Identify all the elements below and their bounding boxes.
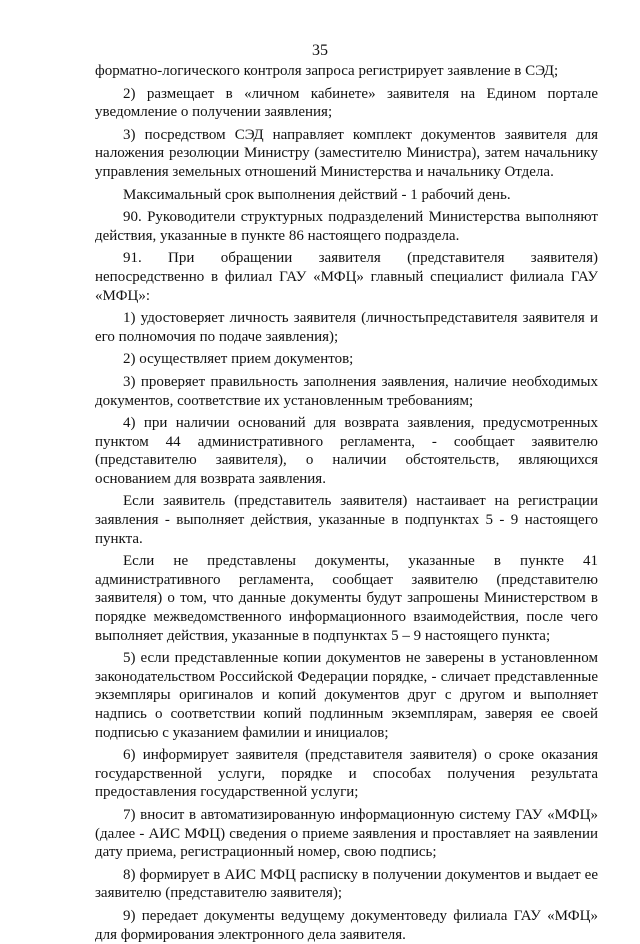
paragraph: 1) удостоверяет личность заявителя (личностьпредставителя заявителя и его полномочия по подаче заявления); <box>95 310 598 345</box>
paragraph: 7) вносит в автоматизированную информационную систему ГАУ «МФЦ» (далее - АИС МФЦ) сведения о приеме заявления и проставляет на заявлении дату приема, регистрационный номер, свою подпись; <box>95 806 598 861</box>
paragraph: 6) информирует заявителя (представителя заявителя) о сроке оказания государственной услуги, порядке и способах получения результата предоставления государственной услуги; <box>95 747 598 801</box>
paragraph: 90. Руководители структурных подразделений Министерства выполняют действия, указанные в пункте 86 настоящего подраздела. <box>95 209 598 244</box>
paragraph: 91. При обращении заявителя (представителя заявителя) непосредственно в филиал ГАУ «МФЦ» главный специалист филиала ГАУ «МФЦ»: <box>95 250 598 304</box>
paragraph: 3) посредством СЭД направляет комплект документов заявителя для наложения резолюции Министру (заместителю Министра), затем начальнику управления земельных отношений Министерства и начальнику Отдела. <box>95 126 598 180</box>
paragraph: 2) размещает в «личном кабинете» заявителя на Едином портале уведомление о получении заявления; <box>95 85 598 121</box>
document-body <box>95 62 598 944</box>
paragraph: 8) формирует в АИС МФЦ расписку в получении документов и выдает ее заявителю (представителю заявителя); <box>95 866 598 902</box>
paragraph: Если заявитель (представитель заявителя) настаивает на регистрации заявления - выполняет действия, указанные в подпунктах 5 - 9 настоящего пункта. <box>95 493 598 547</box>
paragraph: 2) осуществляет прием документов; <box>123 351 354 368</box>
paragraph: 3) проверяет правильность заполнения заявления, наличие необходимых документов, соответствие их установленным требованиям; <box>95 373 598 409</box>
paragraph: 5) если представленные копии документов не заверены в установленном законодательством Российской Федерации порядке, - сличает представленные экземпляры оригиналов и копий документов друг с другом и выполняет надпись о соответствии копий подлинным экземплярам, заверяя ее своей подписью с указанием фамилии и инициалов; <box>95 650 598 741</box>
paragraph: 4) при наличии оснований для возврата заявления, предусмотренных пунктом 44 административного регламента, - сообщает заявителю (представителю заявителя), о наличии обстоятельств, являющихся основанием для возврата заявления. <box>95 415 598 487</box>
page-number: 35 <box>312 42 328 59</box>
paragraph: Если не представлены документы, указанные в пункте 41 административного регламента, сообщает заявителю (представителю заявителя) о том, что данные документы будут запрошены Министерством в порядке межведомственного информационного взаимодействия, после чего выполняет действия, указанные в подпунктах 5 – 9 настоящего пункта; <box>95 553 598 644</box>
paragraph: Максимальный срок выполнения действий - 1 рабочий день. <box>123 186 511 203</box>
paragraph: форматно-логического контроля запроса регистрирует заявление в СЭД; <box>95 63 559 79</box>
paragraph: 9) передает документы ведущему документоведу филиала ГАУ «МФЦ» для формирования электронного дела заявителя. <box>95 907 598 943</box>
